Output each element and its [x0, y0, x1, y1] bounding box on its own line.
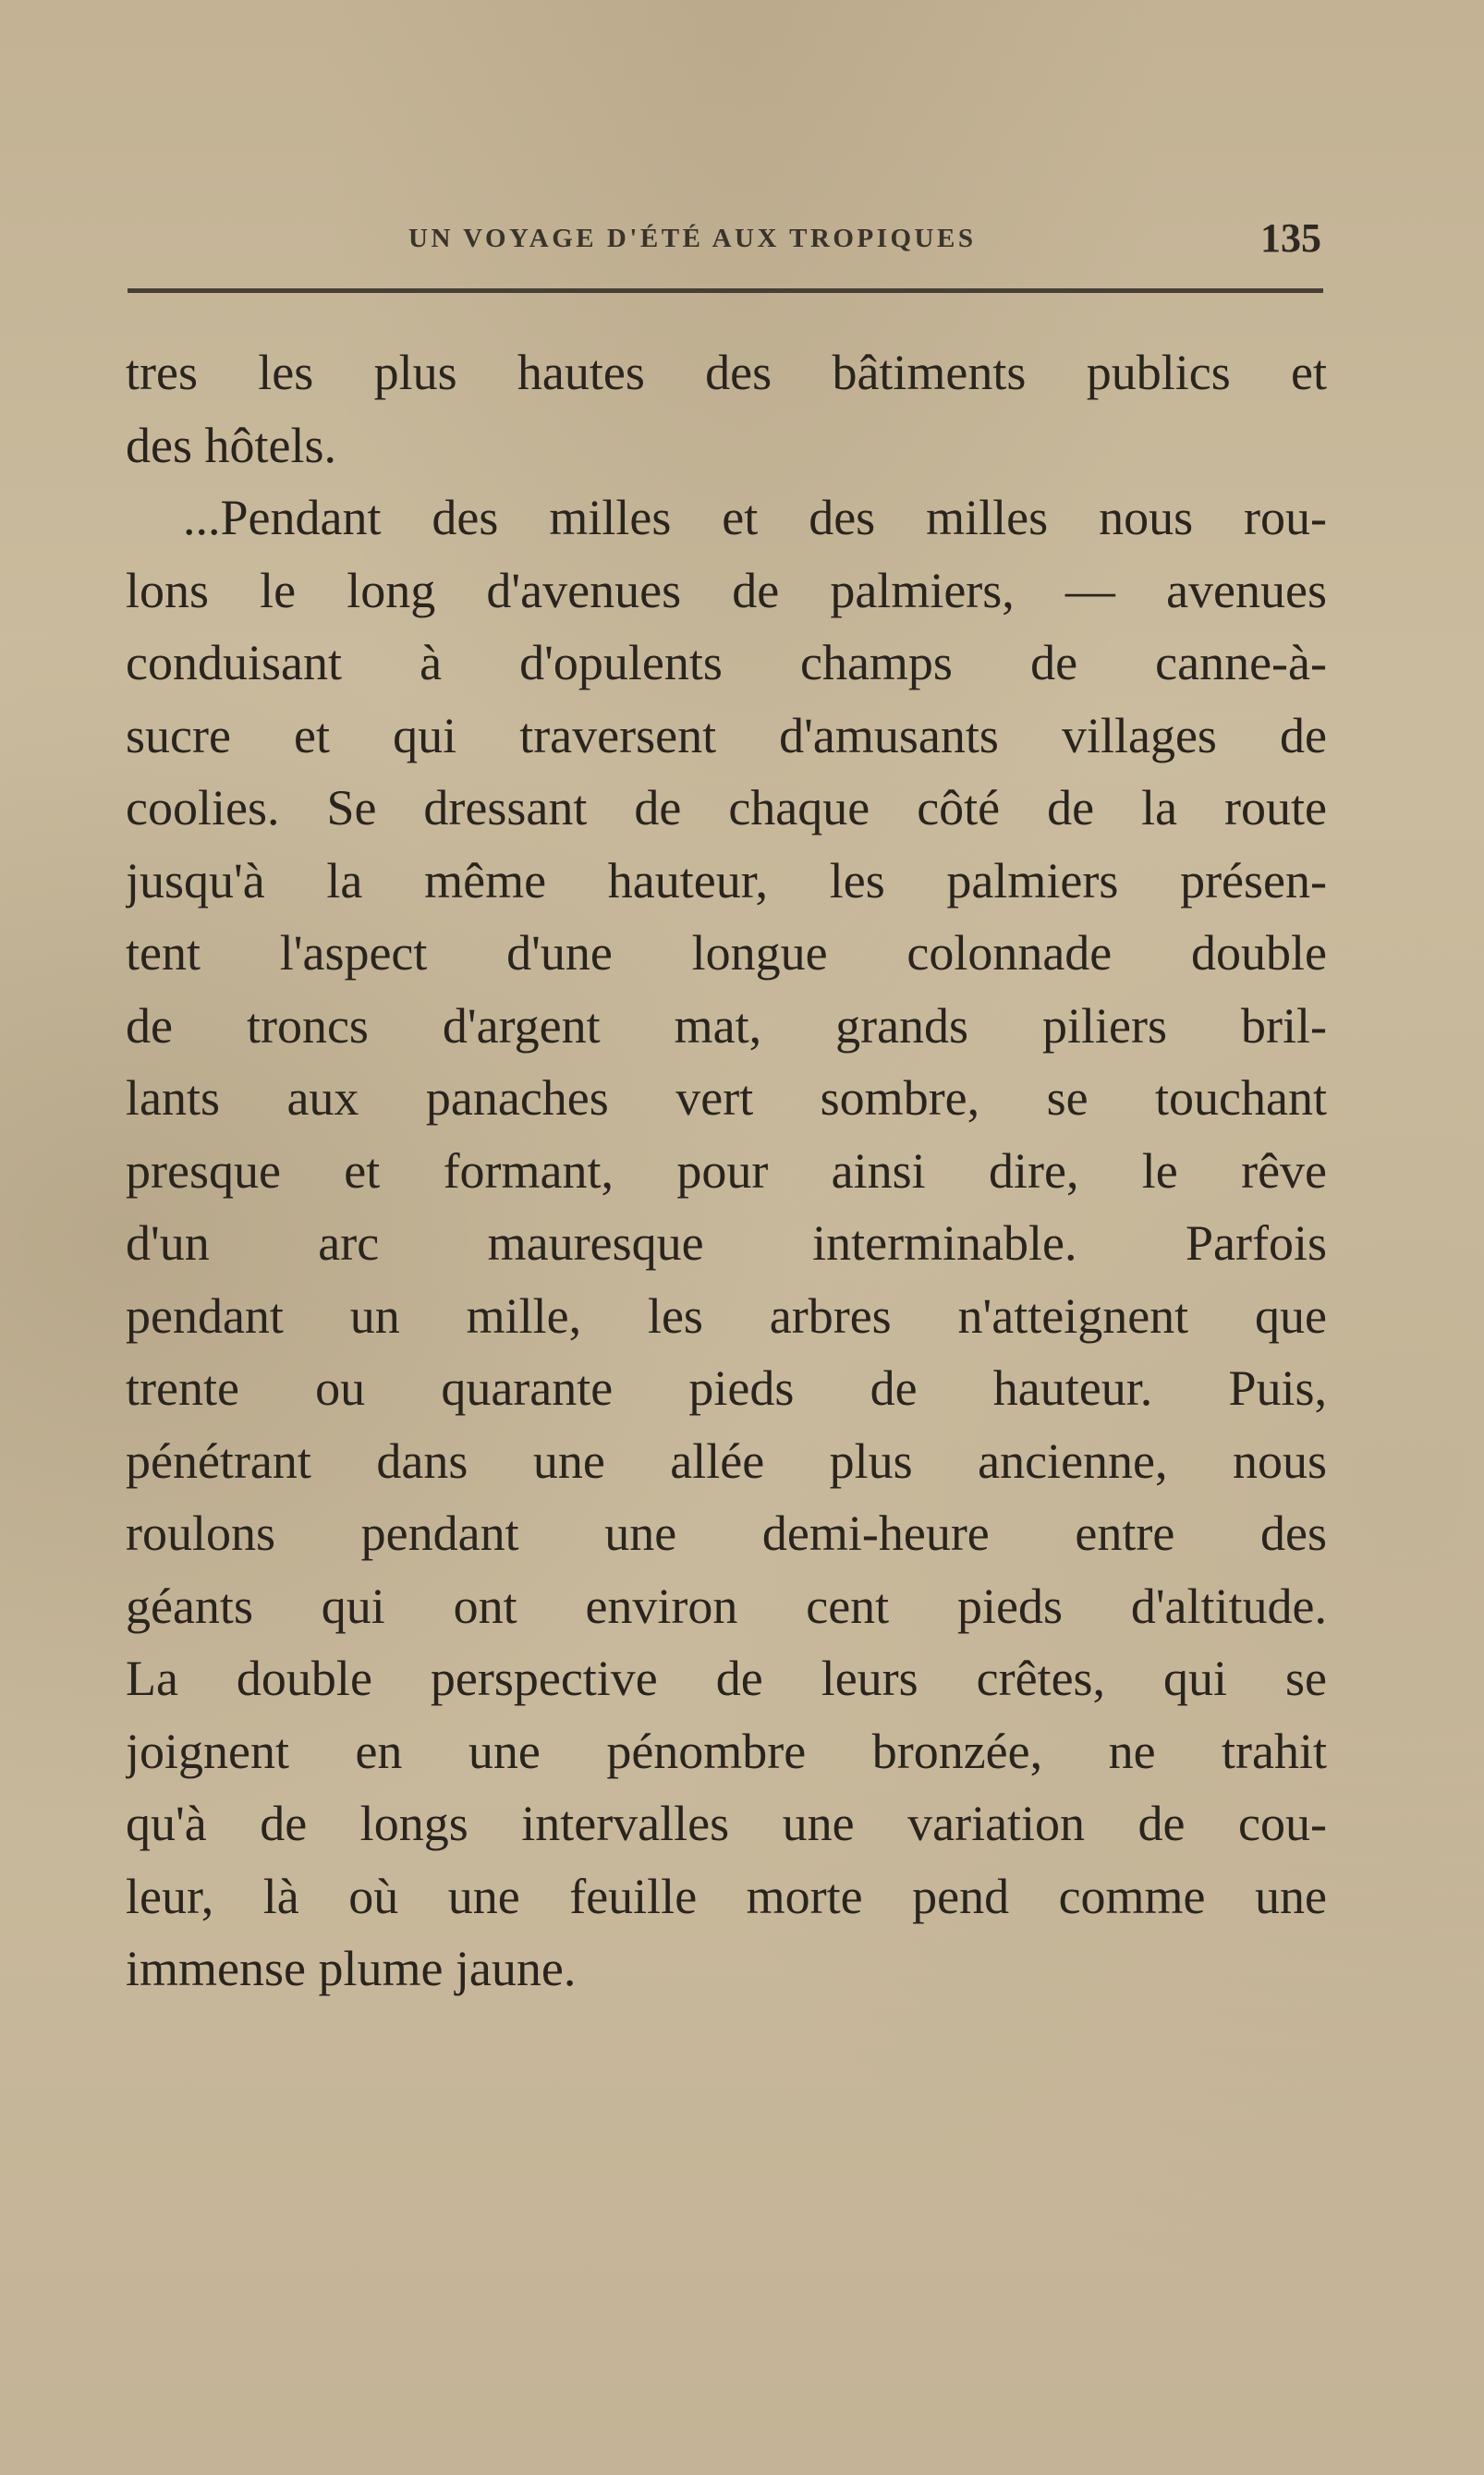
text-line: sucre et qui traversent d'amusants villages de: [126, 707, 1327, 763]
text-line: conduisant à d'opulents champs de canne-à-: [126, 635, 1327, 690]
text-line: d'un arc mauresque interminable. Parfois: [126, 1215, 1327, 1271]
running-title: UN VOYAGE D'ÉTÉ AUX TROPIQUES: [408, 224, 977, 253]
text-line: roulons pendant une demi-heure entre des: [126, 1506, 1327, 1561]
text-line: presque et formant, pour ainsi dire, le rêve: [126, 1142, 1327, 1199]
text-line: La double perspective de leurs crêtes, qui se: [126, 1651, 1327, 1706]
body-text: [126, 336, 1327, 2006]
text-line: lants aux panaches vert sombre, se touchant: [126, 1070, 1327, 1126]
text-line: coolies. Se dressant de chaque côté de la route: [126, 780, 1327, 835]
header-rule: [128, 288, 1323, 293]
text-line: trente ou quarante pieds de hauteur. Puis,: [126, 1360, 1327, 1416]
text-line: immense plume jaune.: [126, 1941, 577, 1996]
text-line: lons le long d'avenues de palmiers, — avenues: [126, 562, 1327, 618]
text-line: des hôtels.: [126, 417, 336, 473]
text-line: pendant un mille, les arbres n'atteignent que: [126, 1287, 1327, 1344]
text-line: tent l'aspect d'une longue colonnade double: [126, 925, 1327, 981]
text-line: ...Pendant des milles et des milles nous rou-: [183, 490, 1327, 545]
text-line: joignent en une pénombre bronzée, ne trahit: [126, 1723, 1327, 1779]
text-line: jusqu'à la même hauteur, les palmiers présen-: [126, 852, 1327, 908]
text-line: qu'à de longs intervalles une variation de cou-: [126, 1796, 1327, 1851]
text-line: géants qui ont environ cent pieds d'altitude.: [126, 1578, 1327, 1634]
running-header: [126, 214, 1321, 270]
text-line: de troncs d'argent mat, grands piliers bril-: [126, 997, 1327, 1054]
page-number: 135: [1260, 215, 1321, 261]
text-line: tres les plus hautes des bâtiments publics et: [126, 345, 1327, 400]
text-line: leur, là où une feuille morte pend comme une: [126, 1868, 1327, 1924]
text-line: pénétrant dans une allée plus ancienne, nous: [126, 1433, 1327, 1489]
